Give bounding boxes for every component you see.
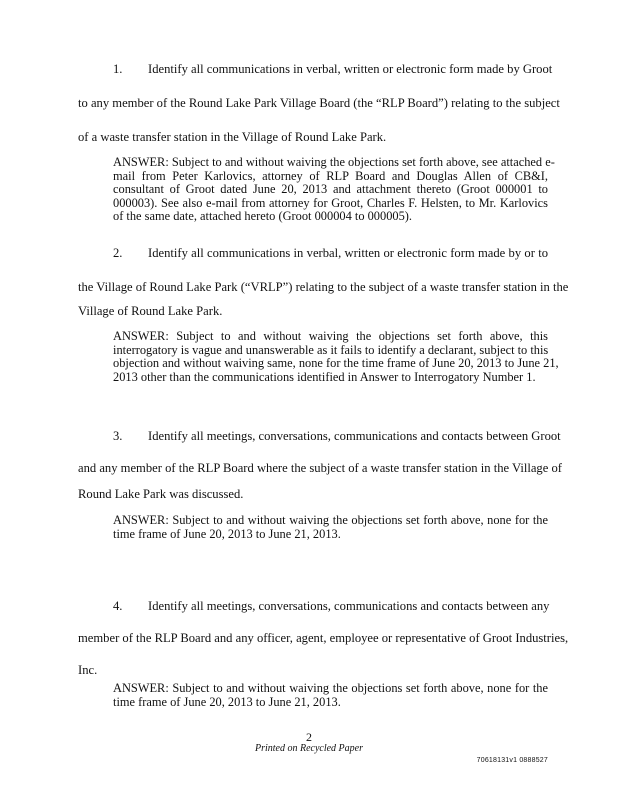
interrogatory-1-number: 1.: [113, 62, 123, 76]
interrogatory-4-line-2: member of the RLP Board and any officer, agent, employee or representative of Groot Industries,: [78, 631, 569, 645]
answer-3: [113, 514, 548, 541]
interrogatory-3-line-3: Round Lake Park was discussed.: [78, 487, 244, 501]
answer-1: [113, 155, 555, 224]
answer-1-line-1: ANSWER: Subject to and without waiving the objections set forth above, see attached e-: [113, 155, 555, 169]
interrogatory-1-line-1: 1. Identify all communications in verbal, written or electronic form made by Groot: [113, 62, 553, 76]
interrogatory-1-line-2: to any member of the Round Lake Park Village Board (the “RLP Board”) relating to the subject: [78, 96, 560, 110]
answer-3-line-1: ANSWER: Subject to and without waiving the objections set forth above, none for the: [113, 513, 548, 527]
interrogatory-2-line-2: the Village of Round Lake Park (“VRLP”) relating to the subject of a waste transfer station in the: [78, 280, 569, 294]
interrogatory-4-number: 4.: [113, 599, 123, 613]
interrogatory-2-line-3: Village of Round Lake Park.: [78, 304, 223, 318]
answer-3-line-2: time frame of June 20, 2013 to June 21, 2013.: [113, 526, 341, 541]
interrogatory-2-line-1: 2. Identify all communications in verbal, written or electronic form made by or to: [113, 246, 548, 260]
document-code: 70618131v1 0888527: [476, 757, 548, 764]
interrogatory-4-line-1: 4. Identify all meetings, conversations, communications and contacts between any: [113, 599, 550, 613]
answer-4: [113, 682, 548, 709]
interrogatory-1-line-3: of a waste transfer station in the Village of Round Lake Park.: [78, 130, 387, 144]
interrogatory-3-line-2: and any member of the RLP Board where the subject of a waste transfer station in the Village of: [78, 461, 562, 475]
interrogatory-4-line-3: Inc.: [78, 663, 98, 677]
answer-2-line-3: objection and without waiving same, none for the time frame of June 20, 2013 to June 21,: [113, 356, 559, 371]
interrogatory-2-number: 2.: [113, 246, 123, 260]
answer-2: [113, 329, 559, 384]
interrogatory-3-number: 3.: [113, 429, 123, 443]
answer-1-line-5: of the same date, attached hereto (Groot 000004 to 000005).: [113, 209, 413, 224]
answer-4-line-1: ANSWER: Subject to and without waiving the objections set forth above, none for the: [113, 681, 548, 695]
answer-2-line-2: interrogatory is vague and unanswerable as it fails to identify a declarant, subject to this: [113, 342, 549, 357]
answer-1-line-3: consultant of Groot dated June 20, 2013 and attachment thereto (Groot 000001 to: [113, 182, 548, 197]
answer-1-line-4: 000003). See also e-mail from attorney for Groot, Charles F. Helsten, to Mr. Karlovics: [113, 195, 548, 210]
page-number: 2: [306, 730, 312, 744]
recycled-paper-note: Printed on Recycled Paper: [254, 743, 363, 754]
answer-2-line-4: 2013 other than the communications identified in Answer to Interrogatory Number 1.: [113, 369, 536, 384]
answer-2-line-1: ANSWER: Subject to and without waiving the objections set forth above, this: [113, 329, 548, 343]
answer-4-line-2: time frame of June 20, 2013 to June 21, 2013.: [113, 694, 341, 709]
answer-1-line-2: mail from Peter Karlovics, attorney of RLP Board and Douglas Allen of CB&I,: [113, 168, 548, 183]
interrogatory-3-line-1: 3. Identify all meetings, conversations, communications and contacts between Groot: [113, 429, 561, 443]
